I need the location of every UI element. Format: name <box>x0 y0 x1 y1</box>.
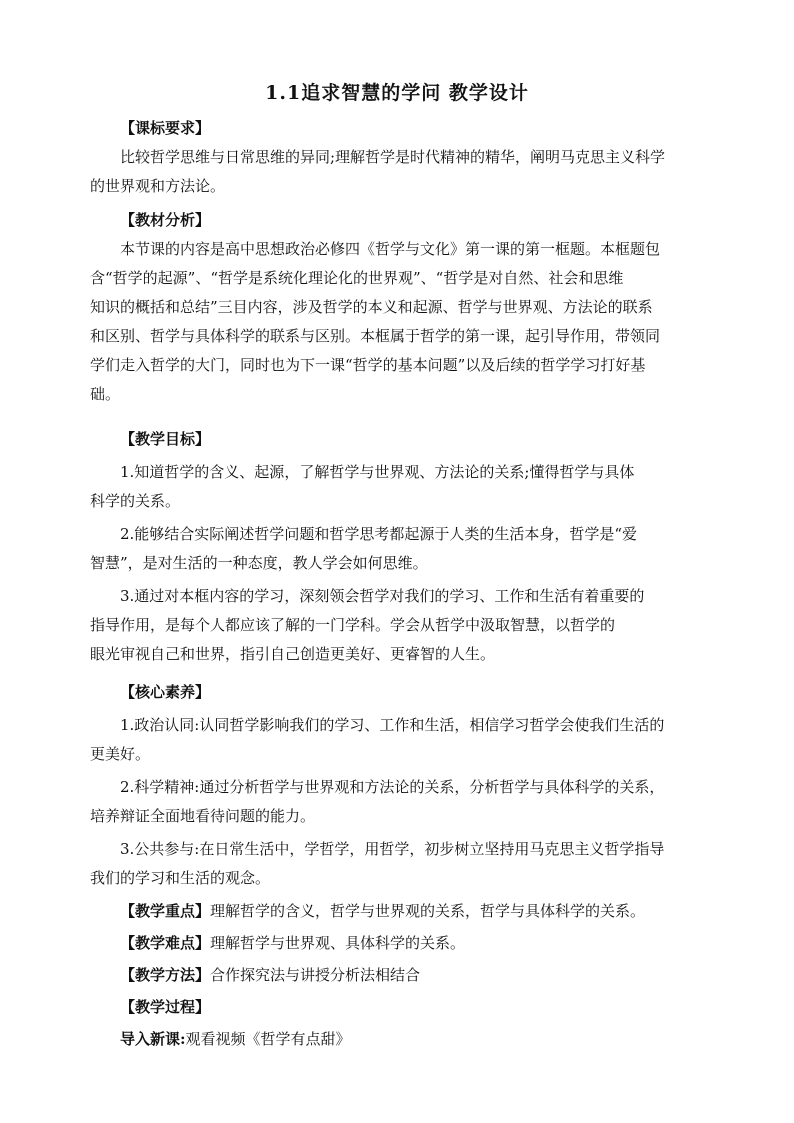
key-points <box>90 897 710 926</box>
literacy-line: 培养辩证全面地看待问题的能力。 <box>90 807 316 825</box>
section-teaching-goals <box>90 425 710 669</box>
difficult-points <box>90 929 710 958</box>
difficult-points-text: 理解哲学与世界观、具体科学的关系。 <box>210 934 466 952</box>
goal-line: 智慧”，是对生活的一种态度，教人学会如何思维。 <box>90 554 428 572</box>
analysis-line: 含“哲学的起源”、“哲学是系统化理论化的世界观”、“哲学是对自然、社会和思维 <box>90 269 624 287</box>
analysis-line: 和区别、哲学与具体科学的联系与区别。本框属于哲学的第一课，起引导作用，带领同 <box>90 327 661 345</box>
literacy-line: 我们的学习和生活的观念。 <box>90 869 271 887</box>
key-points-text: 理解哲学的含义，哲学与世界观的关系，哲学与具体科学的关系。 <box>210 902 646 920</box>
literacy-line: 2.科学精神:通过分析哲学与世界观和方法论的关系，分析哲学与具体科学的关系， <box>120 778 665 796</box>
section-teaching-info <box>90 897 710 1054</box>
goal-line: 指导作用，是每个人都应该了解的一门学科。学会从哲学中汲取智慧，以哲学的 <box>90 616 616 634</box>
literacy-line: 1.政治认同:认同哲学影响我们的学习、工作和生活，相信学习哲学会使我们生活的 <box>120 716 665 734</box>
goal-line: 3.通过对本框内容的学习，深刻领会哲学对我们的学习、工作和生活有着重要的 <box>120 587 645 605</box>
heading-core-literacy: 【核心素养】 <box>120 683 211 701</box>
difficult-points-label: 【教学难点】 <box>120 934 211 952</box>
lead-in-text: 观看视频《哲学有点甜》 <box>185 1030 351 1048</box>
curriculum-text-line: 的世界观和方法论。 <box>90 177 226 195</box>
key-points-label: 【教学重点】 <box>120 902 211 920</box>
teaching-method <box>90 961 710 990</box>
section-core-literacy <box>90 678 710 893</box>
teaching-method-text: 合作探究法与讲授分析法相结合 <box>210 966 421 984</box>
heading-textbook-analysis: 【教材分析】 <box>120 211 211 229</box>
goal-line: 眼光审视自己和世界，指引自己创造更美好、更睿智的人生。 <box>90 645 496 663</box>
analysis-line: 学们走入哲学的大门，同时也为下一课“哲学的基本问题”以及后续的哲学学习打好基 <box>90 356 646 374</box>
heading-teaching-process: 【教学过程】 <box>120 998 211 1016</box>
heading-curriculum: 【课标要求】 <box>120 119 211 137</box>
analysis-line: 知识的概括和总结”三目内容，涉及哲学的本义和起源、哲学与世界观、方法论的联系 <box>90 298 653 316</box>
goal-line: 2.能够结合实际阐述哲学问题和哲学思考都起源于人类的生活本身，哲学是“爱 <box>120 525 637 543</box>
document-title: 1.1追求智慧的学问 教学设计 <box>265 82 529 104</box>
goal-line: 科学的关系。 <box>90 492 181 510</box>
section-curriculum <box>90 114 710 201</box>
literacy-line: 更美好。 <box>90 745 151 763</box>
goal-line: 1.知道哲学的含义、起源，了解哲学与世界观、方法论的关系;懂得哲学与具体 <box>120 463 635 481</box>
literacy-line: 3.公共参与:在日常生活中，学哲学，用哲学，初步树立坚持用马克思主义哲学指导 <box>120 840 665 858</box>
section-textbook-analysis <box>90 206 710 409</box>
analysis-line: 础。 <box>90 385 121 403</box>
teaching-method-label: 【教学方法】 <box>120 966 211 984</box>
heading-teaching-goals: 【教学目标】 <box>120 430 211 448</box>
lead-in-label: 导入新课: <box>120 1030 186 1048</box>
lead-in <box>90 1025 710 1054</box>
curriculum-text-line: 比较哲学思维与日常思维的异同;理解哲学是时代精神的精华，阐明马克思主义科学 <box>120 148 666 166</box>
analysis-line: 本节课的内容是高中思想政治必修四《哲学与文化》第一课的第一框题。本框题包 <box>120 240 661 258</box>
